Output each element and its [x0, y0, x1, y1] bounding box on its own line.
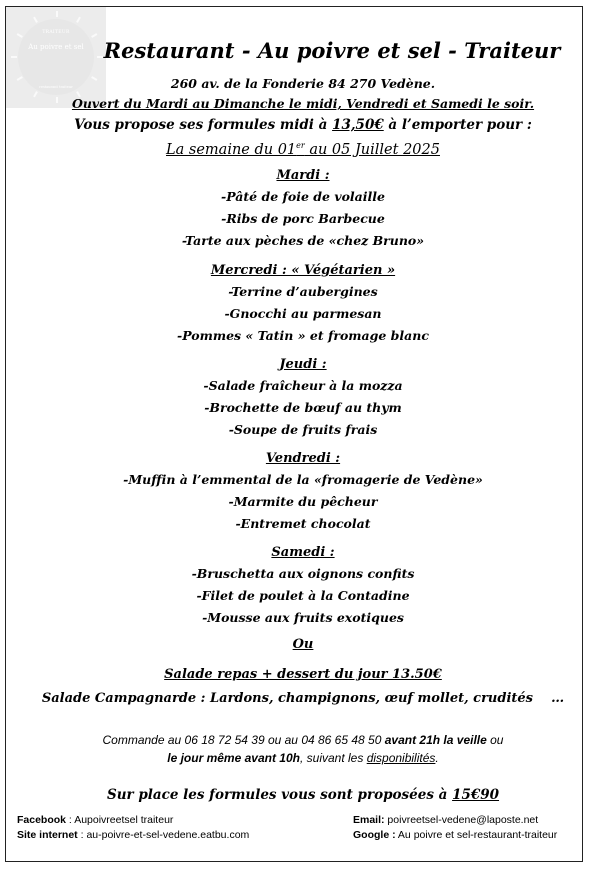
order-end: . — [435, 751, 439, 765]
website-info — [17, 829, 249, 841]
google-value[interactable]: Au poivre et sel-restaurant-traiteur — [395, 829, 558, 841]
offer-suffix: à l’emporter pour : — [383, 117, 532, 133]
dine-in-price-line — [0, 787, 606, 803]
salade-description: Salade Campagnarde : Lardons, champignons, œuf mollet, crudités … — [41, 691, 565, 706]
email-link[interactable]: poivreetsel-vedene@laposte.net — [384, 814, 539, 826]
week-prefix: La semaine du 01 — [166, 141, 297, 158]
menu-dish: -Pommes « Tatin » et fromage blanc — [177, 328, 429, 343]
menu-dish: -Marmite du pêcheur — [228, 494, 378, 509]
offer-prefix: Vous propose ses formules midi à — [74, 117, 333, 133]
menu-dish: -Filet de poulet à la Contadine — [196, 588, 410, 603]
or-separator: Ou — [292, 637, 314, 652]
facebook-label: Facebook — [17, 814, 67, 826]
menu-dish: -Muffin à l’emmental de la «fromagerie de Vedène» — [123, 472, 483, 487]
facebook-info — [17, 814, 173, 826]
dine-in-price: 15€90 — [452, 787, 500, 803]
order-availability: disponibilités — [366, 751, 436, 765]
menu-dish: -Salade fraîcheur à la mozza — [203, 378, 403, 393]
logo-ray-icon — [56, 11, 58, 17]
menu-dish: -Pâté de foie de volaille — [221, 189, 385, 204]
menu-dish: -Terrine d’aubergines — [228, 284, 378, 299]
website-link[interactable]: : au-poivre-et-sel-vedene.eatbu.com — [77, 829, 250, 841]
menu-dish: -Gnocchi au parmesan — [224, 306, 382, 321]
order-or: ou — [486, 733, 504, 747]
page-title: Restaurant - Au poivre et sel - Traiteur — [103, 38, 561, 63]
menu-dish: -Entremet chocolat — [235, 516, 371, 531]
logo-main-text: Au poivre et sel — [28, 43, 84, 51]
order-contact-line2 — [0, 751, 606, 765]
dine-in-prefix: Sur place les formules vous sont proposées à — [106, 787, 453, 803]
menu-dish: -Tarte aux pèches de «chez Bruno» — [181, 233, 425, 248]
menu-dish: -Mousse aux fruits exotiques — [202, 610, 404, 625]
menu-day-heading: Samedi : — [271, 545, 335, 560]
week-sup: er — [296, 141, 305, 150]
offer-price: 13,50€ — [332, 117, 384, 133]
address: 260 av. de la Fonderie 84 270 Vedène. — [170, 76, 436, 91]
menu-dish: -Soupe de fruits frais — [228, 422, 378, 437]
logo-bottom-text: restaurant traiteur — [39, 85, 73, 89]
menu-day-heading: Vendredi : — [265, 451, 341, 466]
email-label: Email: — [353, 814, 385, 826]
opening-hours: Ouvert du Mardi au Dimanche le midi, Vendredi et Samedi le soir. — [71, 96, 535, 111]
order-contact-line1 — [0, 733, 606, 747]
order-sameday: le jour même avant 10h — [167, 751, 300, 765]
logo-top-text: TRAITEUR — [42, 30, 70, 35]
logo-ray-icon — [33, 17, 38, 23]
offer-line — [0, 117, 606, 133]
google-info — [353, 829, 557, 841]
logo-ray-icon — [76, 17, 81, 23]
menu-dish: -Bruschetta aux oignons confits — [191, 566, 415, 581]
week-suffix: au 05 Juillet 2025 — [304, 141, 440, 158]
menu-dish: -Ribs de porc Barbecue — [221, 211, 385, 226]
google-label: Google : — [353, 829, 396, 841]
menu-dish: -Brochette de bœuf au thym — [204, 400, 402, 415]
menu-day-heading: Jeudi : — [279, 357, 327, 372]
facebook-value[interactable]: : Aupoivreetsel traiteur — [66, 814, 174, 826]
email-info — [353, 814, 538, 826]
order-deadline: avant 21h la veille — [384, 733, 487, 747]
menu-day-heading: Mardi : — [276, 168, 330, 183]
order-mid: , suivant les — [299, 751, 367, 765]
menu-day-heading: Mercredi : « Végétarien » — [210, 263, 396, 278]
salade-title: Salade repas + dessert du jour 13.50€ — [164, 667, 442, 682]
order-phones: Commande au 06 18 72 54 39 ou au 04 86 65 48 50 — [102, 733, 385, 747]
website-label: Site internet — [17, 829, 78, 841]
week-line — [0, 141, 606, 158]
